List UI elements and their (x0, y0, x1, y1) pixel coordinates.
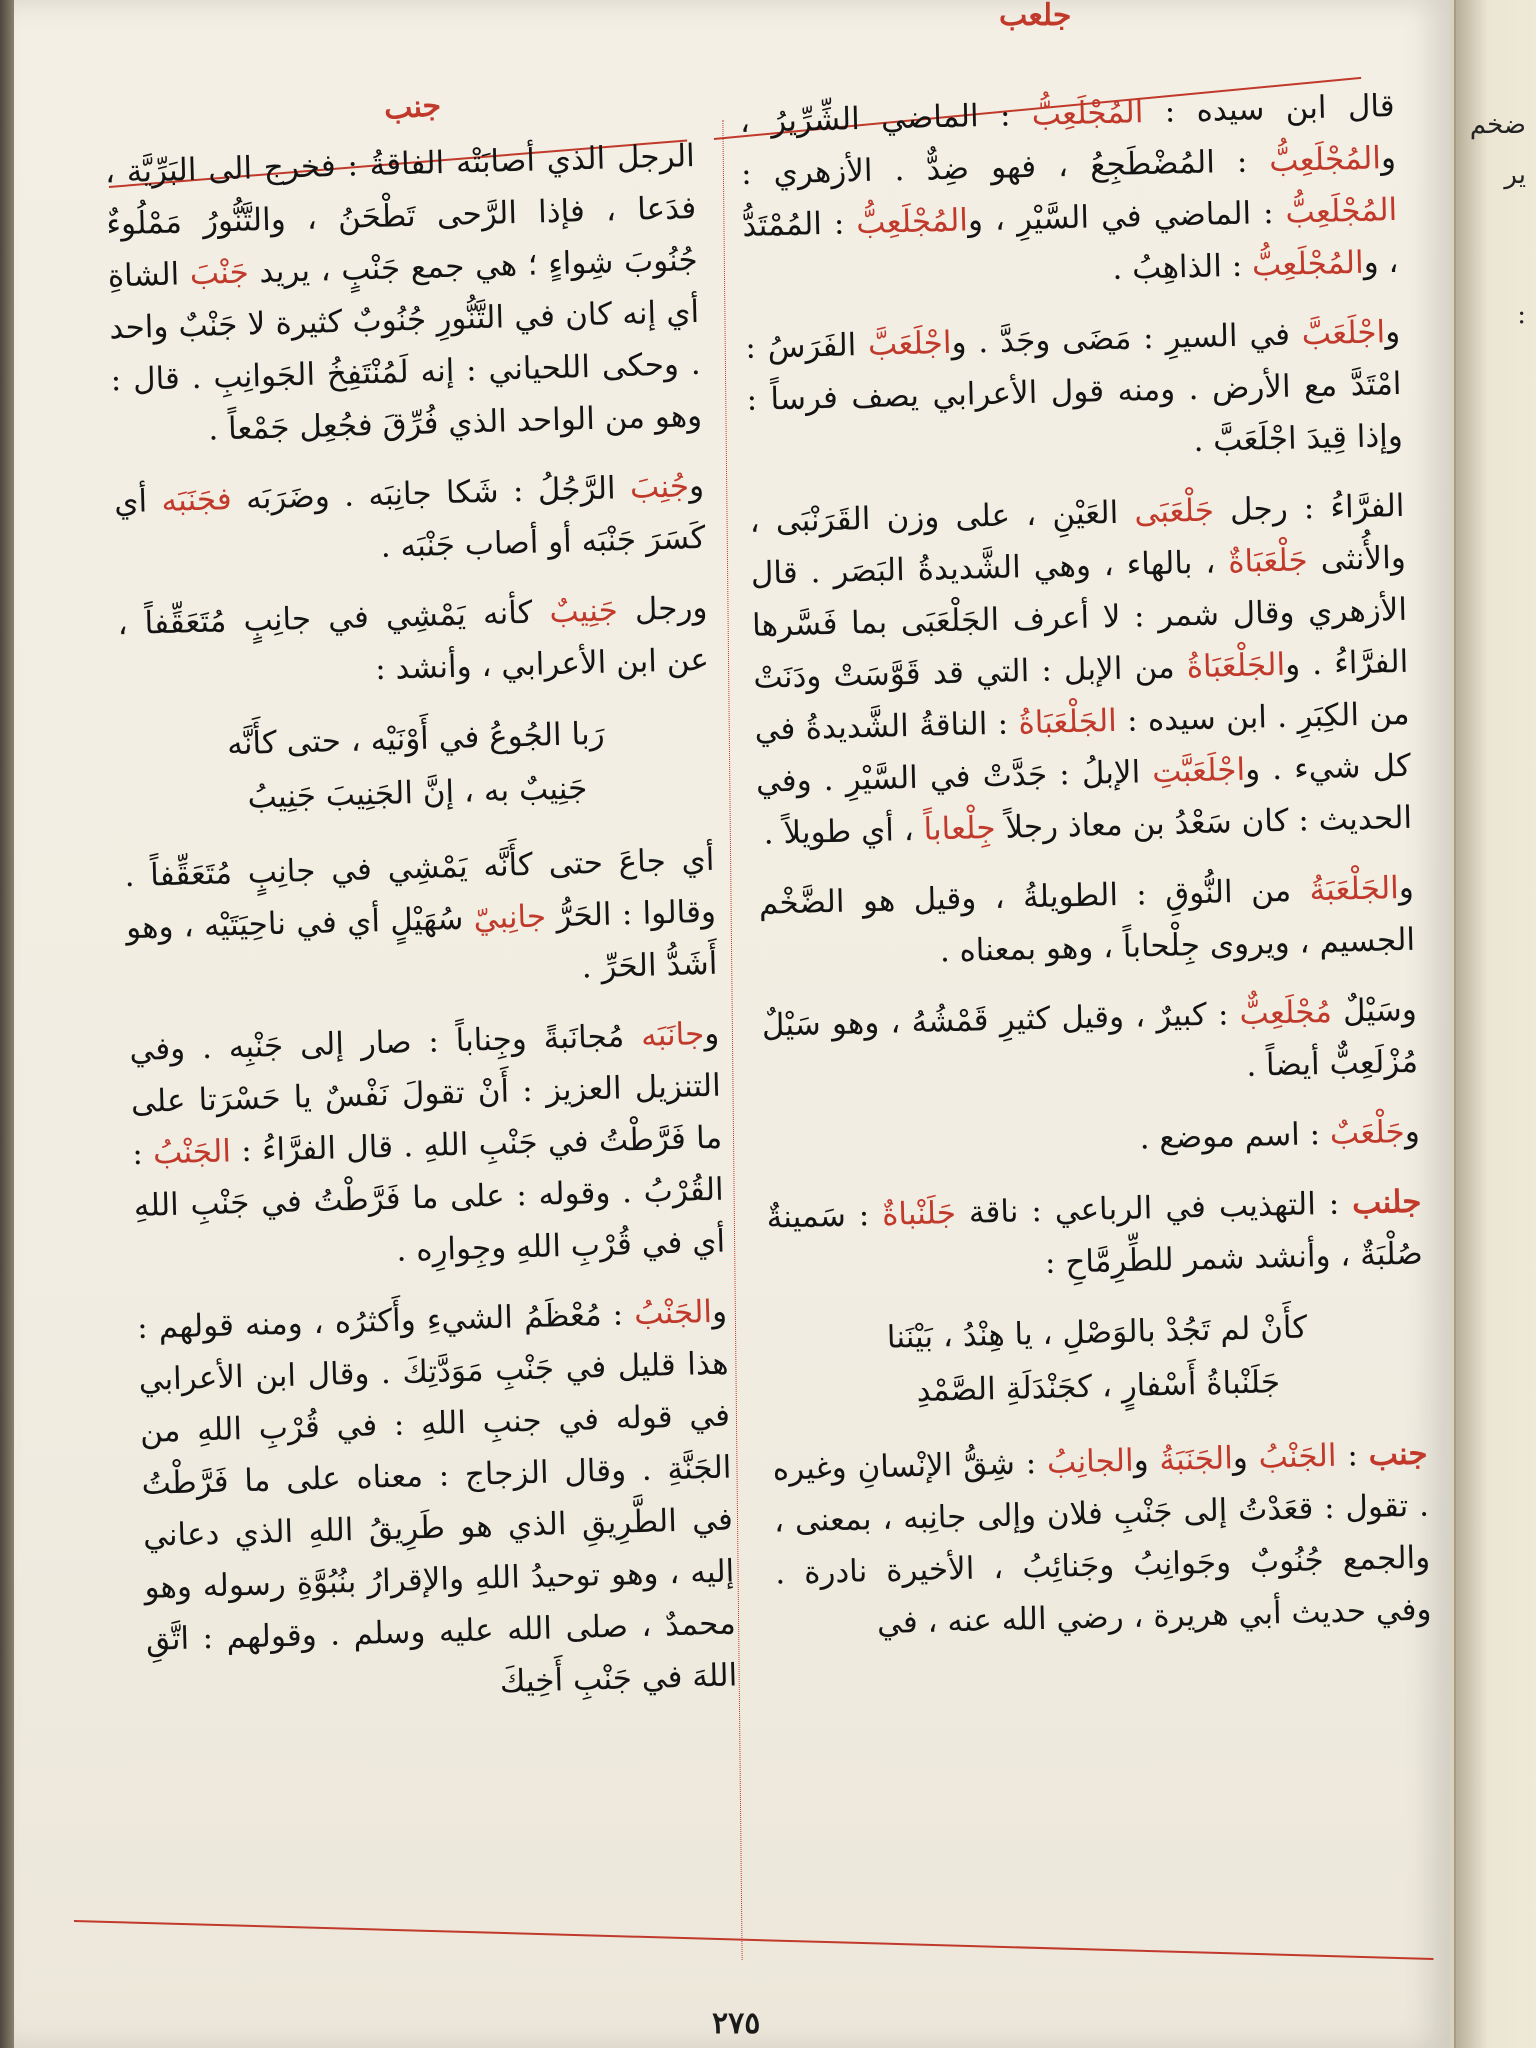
red-term: اجْلَعَبَّ (1301, 314, 1386, 353)
entry-paragraph (761, 984, 1418, 1104)
text-run: الرَّجُلُ : شَكا جانِبَه . وضَرَبَه (231, 469, 631, 518)
red-term: المُجْلَعِبُّ (855, 202, 969, 242)
red-term: المُجْلَعِبُّ (1285, 191, 1398, 231)
next-page-fragment: ير (1504, 160, 1526, 190)
poem-line: رَبا الجُوعُ في أَوْنَيْه ، حتى كأَنَّه (226, 715, 606, 763)
entry-paragraph (745, 306, 1404, 478)
text-run: و (688, 467, 705, 505)
text-run: : كبيرٌ ، وقيل كثيرِ قَمْشُهُ ، وهو سَيْلٌ مُزْلَعِبٌّ أيضاً . (761, 996, 1419, 1084)
poem-line: جَنِيبٌ به ، إنَّ الجَنِيبَ جَنِيبُ (247, 770, 588, 816)
poem-line: جَلَنْباةُ أَسْفارٍ ، كجَنْدَلَةِ الصَّمْدِ (916, 1364, 1281, 1410)
entry-headword: جنب (1368, 1435, 1429, 1474)
entry-paragraph (739, 80, 1399, 304)
red-term: جَنِيبٌ (548, 592, 619, 631)
text-run: و (703, 1015, 720, 1053)
entry-headword: جلنب (1351, 1183, 1422, 1222)
red-term: المُجْلَعِبُّ (1251, 244, 1365, 284)
text-run: : المُمْتَدُّ ، و (741, 205, 1399, 281)
text-run: ورجل (617, 589, 708, 629)
poem-verse (120, 704, 713, 828)
book-gutter-shadow (0, 0, 14, 2048)
text-run: كأنه يَمْشِي في جانِبٍ مُتَعَقِّفاً ، عن ابن الأعرابي ، وأنشد : (117, 594, 710, 688)
next-page-edge (1454, 0, 1536, 2048)
text-run: ، بالهاء ، وهي الشَّديدةُ البَصَر . قال الأزهري وقال شمر : لا أعرف الجَلْعَبَى بما فَسَّرها الفرَّاءُ . و (750, 544, 1409, 683)
red-term: الجَنَبَةُ (1158, 1440, 1234, 1479)
text-run: و (1384, 313, 1401, 351)
text-run: و (1404, 1113, 1421, 1151)
red-term: جَنْبَ (189, 254, 250, 293)
right-column-header: جلعب (999, 0, 1072, 33)
text-run: أي جاعَ حتى كأَنَّه يَمْشِي في جانِبٍ مُتَعَقِّفاً . وقالوا : الحَرُّ (124, 841, 717, 935)
text-run: و (1398, 869, 1415, 907)
red-term: الجَنْبُ (152, 1133, 232, 1172)
page-number: ٢٧٥ (712, 2006, 761, 2041)
entry-paragraph (764, 1106, 1420, 1174)
text-run: و (1232, 1439, 1260, 1477)
text-run: : اسم موضع . (1139, 1115, 1331, 1157)
entry-paragraph (117, 582, 710, 702)
text-run: : المُضْطَجِعُ ، فهو ضِدٌّ . الأزهري : (740, 143, 1270, 192)
text-run: وسَيْلٌ (1331, 991, 1418, 1030)
text-run: من الإبل : التي قد قَوَّسَتْ ودَنَتْ من الكِبَرِ . ابن سيده : (752, 649, 1410, 739)
text-run: العَيْنِ ، على وزن القَرَنْبَى ، والأُنثى (749, 494, 1407, 579)
text-run: مُجانَبةً وجِناباً : صار إلى جَنْبِه . وفي التنزيل العزيز : أَنْ تقولَ نَفْسٌ يا حَسْرَتا على ما فَرَّطْتُ في جَنْبِ اللهِ . قال الفرَّاءُ : (128, 1017, 723, 1170)
text-run: : شِقُّ الإنْسانِ وغيره . تقول : قعَدْتُ إلى جَنْبِ فلان وإلى جانِبه ، بمعنى ، والجمع جُنُوبٌ وجَوانِبُ وجَنائِبُ ، الأخيرة نادرة . وفي حديث أبي هريرة ، رضي الله عنه ، في (772, 1444, 1432, 1642)
dictionary-page (14, 0, 1450, 2048)
text-run: أي كَسَرَ جَنْبَه أو أصاب جَنْبَه . (113, 483, 706, 565)
text-run: : الناقةُ الشَّديدةُ في كل شيء . و (754, 705, 1412, 788)
red-term: اجْلَعَبَّتِ (1151, 751, 1246, 791)
text-run: : (1336, 1437, 1370, 1474)
text-run: الشاةِ أي إنه كان في التَّنُّورِ جُنُوبٌ كثيرة لا جَنْبٌ واحد . وحكى اللحياني : إنه لَمُنْتَفِخُ الجَوانِبِ . قال : وهو من الواحد الذي فُرِّقَ فجُعِل جَمْعاً . (107, 256, 703, 448)
text-run: و (711, 1293, 728, 1330)
red-term: مُجْلَعِبٌّ (1239, 993, 1333, 1033)
red-term: المُجْلَعِبُّ (1031, 94, 1144, 133)
text-run: الإبلُ : جَدَّتْ في السَّيْرِ . وفي الحديث : كان سَعْدُ بن معاذ رجلاً (755, 754, 1413, 846)
text-run: في السيرِ : مَضَى وجَدَّ . و (951, 316, 1303, 361)
red-term: الجَلْعَبَاةُ (1018, 702, 1118, 742)
bottom-rule (74, 1920, 1434, 1960)
entry-paragraph (766, 1176, 1423, 1296)
red-term: الجَنْبُ (633, 1293, 713, 1333)
text-run: و (1133, 1442, 1160, 1479)
text-run: : القُرْبُ . وقوله : على ما فَرَّطْتُ في جَنْبِ اللهِ أي في قُرْبِ اللهِ وجِوارِه . (131, 1135, 726, 1269)
text-run: قال ابن سيده : (1142, 87, 1396, 131)
entry-paragraph (124, 834, 718, 1006)
red-term: اجْلَعَبَّ (867, 324, 952, 363)
text-run: سُهَيْلٍ أي في ناحِيَتَيْه ، وهو أَشَدُّ الحَرِّ . (125, 900, 718, 986)
text-run: : الماضي في السَّيْرِ ، و (967, 194, 1286, 239)
red-term: جَلْعَبَاةٌ (1227, 542, 1309, 581)
entry-paragraph (129, 1008, 726, 1284)
left-column-header: جنب (382, 88, 443, 127)
entry-paragraph (758, 862, 1415, 982)
red-term: جَلَنْباةٌ (881, 1195, 957, 1233)
entry-paragraph (113, 460, 706, 580)
red-term: الجَلْعَبَاةُ (1186, 646, 1286, 686)
text-run: من النُّوقِ : الطويلةُ ، وقيل هو الضَّخْم الجسيم ، ويروى جِلْحاباً ، وهو بمعناه . (758, 872, 1416, 970)
red-term: جَلْعَبَى (1133, 492, 1215, 531)
text-run: الفَرَسُ : امْتَدَّ مع الأرض . ومنه قول الأعرابي يصف فرساً : وإذا قِيدَ اجْلَعَبَّ . (744, 326, 1404, 460)
text-run: : الماضي الشِّرِّيرُ ، و (739, 96, 1397, 177)
next-page-fragment: : (1517, 300, 1526, 330)
entry-paragraph (137, 1286, 738, 1718)
red-term: جَلْعَبٌ (1329, 1114, 1406, 1152)
right-column (739, 80, 1432, 1670)
red-term: جانَبَه (640, 1016, 705, 1054)
text-run: : التهذيب في الرباعي : ناقة (955, 1185, 1353, 1232)
red-term: الجانِبُ (1046, 1442, 1135, 1481)
red-term: فجَنَبَه (160, 481, 233, 520)
entry-paragraph (749, 480, 1413, 860)
text-run: : مُعْظَمُ الشيءِ وأَكثرُه ، ومنه قولهم : هذا قليل في جَنْبِ مَوَدَّتِكَ . وقال ابن الأعرابي في قوله في جنبِ اللهِ : في قُرْبِ اللهِ من الجَنَّةِ . وقال الزجاج : معناه على ما فَرَّطْتُ في الطَّرِيقِ الذي هو طَرِيقُ اللهِ الذي دعاني إليه ، وهو توحيدُ اللهِ والإقرارُ بنُبُوَّةِ رسوله وهو محمدٌ ، صلى الله عليه وسلم . وقولهم : اتَّقِ اللهَ في جَنْبِ أَخِيكَ (136, 1296, 738, 1701)
next-page-fragment: ضخم (1469, 110, 1526, 140)
red-term: جُنِبَ (629, 468, 690, 506)
red-term: المُجْلَعِبُّ (1268, 140, 1382, 180)
poem-verse (769, 1298, 1426, 1422)
text-run: : الذاهِبُ . (1111, 247, 1253, 287)
entry-paragraph (104, 130, 702, 458)
red-term: جِلْعاباً (923, 809, 996, 848)
red-term: الجَلْعَبَةُ (1309, 870, 1400, 909)
poem-line: كأَنْ لم تَجُدْ بالوَصْلِ ، يا هِنْدُ ، بَيْنَنا (886, 1309, 1308, 1356)
entry-paragraph (772, 1428, 1432, 1652)
text-run: ، أي طويلاً . (763, 811, 925, 852)
text-run: الفرَّاءُ : رجل (1213, 487, 1405, 529)
left-column (104, 130, 738, 1736)
text-run: : سَمينةٌ صُلْبَةٌ ، وأنشد شمر للطِّرِمَّاحِ : (766, 1196, 1424, 1281)
text-run: الرجل الذي أصابَتْه الفاقةُ : فخرج الى البَرِّيَّة ، فدَعا ، فإذا الرَّحى تَطْحَنُ ، والتَّنُّورُ مَمْلُوءٌ جُنُوبَ شِواءٍ ؛ هي جمع جَنْبٍ ، يريد (104, 137, 699, 291)
red-term: جانِبيّ (473, 898, 547, 937)
red-term: الجَنْبُ (1258, 1437, 1337, 1476)
